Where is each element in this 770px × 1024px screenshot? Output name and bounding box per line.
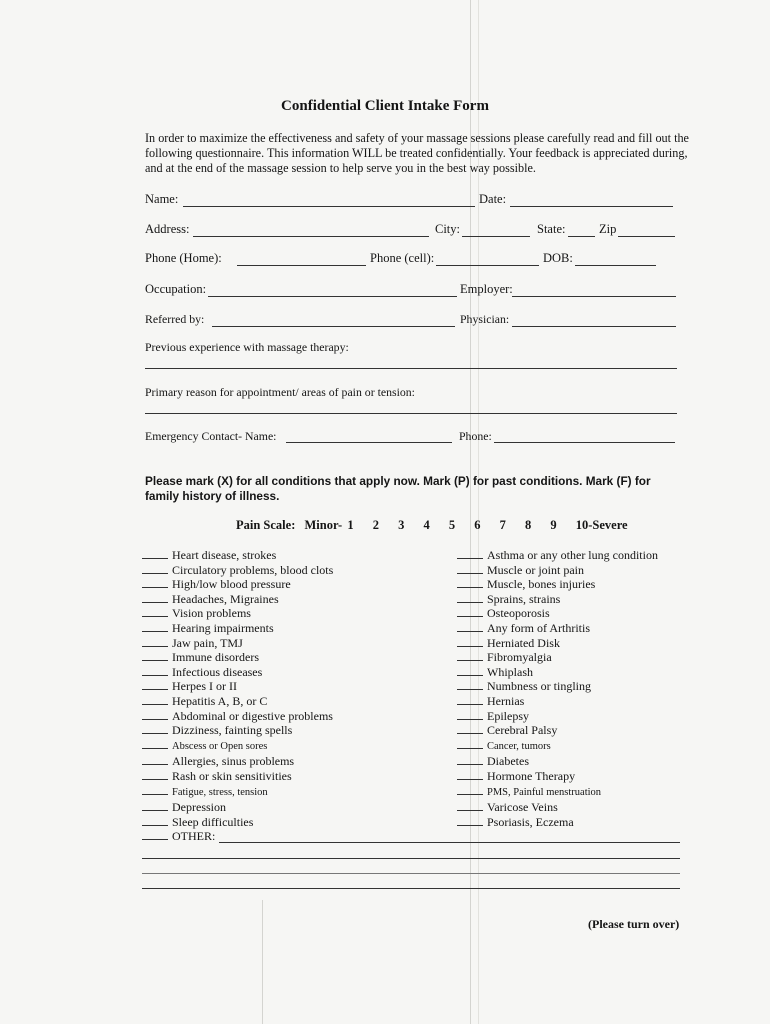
condition-mark-blank[interactable] bbox=[142, 621, 168, 632]
pain-scale-number[interactable]: 6 bbox=[474, 518, 481, 532]
zip-field[interactable] bbox=[618, 236, 675, 237]
condition-label: Dizziness, fainting spells bbox=[172, 723, 293, 738]
condition-mark-blank[interactable] bbox=[142, 636, 168, 647]
emergency-contact-label: Emergency Contact- Name: bbox=[145, 429, 277, 443]
state-label: State: bbox=[537, 222, 566, 236]
condition-label: Depression bbox=[172, 800, 226, 815]
condition-mark-blank[interactable] bbox=[457, 784, 483, 795]
dob-label: DOB: bbox=[543, 251, 573, 265]
condition-label: Muscle or joint pain bbox=[487, 562, 584, 577]
condition-item[interactable] bbox=[457, 815, 658, 830]
condition-label: Sleep difficulties bbox=[172, 814, 254, 829]
condition-item[interactable] bbox=[142, 769, 333, 784]
condition-item[interactable] bbox=[457, 621, 658, 636]
condition-item[interactable] bbox=[457, 548, 658, 563]
condition-label: Osteoporosis bbox=[487, 606, 550, 621]
condition-label: Cerebral Palsy bbox=[487, 723, 558, 738]
other-extra-line[interactable] bbox=[142, 873, 680, 874]
condition-label: Psoriasis, Eczema bbox=[487, 814, 574, 829]
condition-item[interactable] bbox=[457, 738, 658, 755]
city-field[interactable] bbox=[462, 236, 530, 237]
primary-reason-label: Primary reason for appointment/ areas of pain or tension: bbox=[145, 385, 415, 399]
condition-label: Diabetes bbox=[487, 754, 529, 769]
condition-label: Hernias bbox=[487, 693, 525, 708]
employer-label: Employer: bbox=[460, 282, 513, 296]
intro-paragraph: In order to maximize the effectiveness and safety of your massage sessions please carefully read and fill out the following questionnaire. This information WILL be treated confidentially. Your feedback is appreciated during, and at the end of the massage session to help serve you in the best way possible. bbox=[145, 131, 689, 175]
pain-scale bbox=[236, 518, 628, 533]
condition-item[interactable] bbox=[457, 563, 658, 578]
phone-cell-label: Phone (cell): bbox=[370, 251, 435, 265]
condition-mark-blank[interactable] bbox=[457, 738, 483, 749]
condition-item[interactable] bbox=[457, 709, 658, 724]
condition-mark-blank[interactable] bbox=[457, 548, 483, 559]
condition-mark-blank[interactable] bbox=[457, 606, 483, 617]
condition-mark-blank[interactable] bbox=[457, 815, 483, 826]
condition-item[interactable] bbox=[142, 665, 333, 680]
condition-label: Varicose Veins bbox=[487, 800, 558, 815]
condition-item[interactable] bbox=[457, 694, 658, 709]
condition-item[interactable] bbox=[457, 769, 658, 784]
condition-item[interactable] bbox=[142, 548, 333, 563]
condition-label: Heart disease, strokes bbox=[172, 548, 277, 562]
condition-label: Hearing impairments bbox=[172, 620, 274, 635]
emergency-phone-label: Phone: bbox=[459, 429, 492, 443]
phone-home-label: Phone (Home): bbox=[145, 251, 222, 265]
pain-scale-max-label: 10-Severe bbox=[575, 518, 628, 532]
condition-mark-blank[interactable] bbox=[142, 784, 168, 795]
other-label: OTHER: bbox=[172, 829, 216, 844]
pain-scale-number[interactable]: 1 bbox=[347, 518, 354, 532]
condition-mark-blank[interactable] bbox=[142, 679, 168, 690]
condition-mark-blank[interactable] bbox=[457, 723, 483, 734]
condition-mark-blank[interactable] bbox=[142, 723, 168, 734]
condition-label: Abscess or Open sores bbox=[172, 740, 268, 752]
condition-item[interactable] bbox=[457, 636, 658, 651]
condition-label: Epilepsy bbox=[487, 708, 529, 723]
condition-label: Circulatory problems, blood clots bbox=[172, 562, 334, 577]
date-label: Date: bbox=[479, 192, 507, 206]
condition-mark-blank[interactable] bbox=[457, 650, 483, 661]
condition-label: Herpes I or II bbox=[172, 679, 237, 694]
condition-mark-blank[interactable] bbox=[142, 694, 168, 705]
condition-label: Abdominal or digestive problems bbox=[172, 708, 333, 723]
form-title: Confidential Client Intake Form bbox=[281, 98, 489, 114]
condition-mark-blank[interactable] bbox=[142, 592, 168, 603]
condition-item[interactable] bbox=[142, 815, 333, 830]
primary-reason-field[interactable] bbox=[145, 413, 677, 414]
city-label: City: bbox=[435, 222, 461, 236]
phone-home-field[interactable] bbox=[237, 265, 366, 266]
condition-label: Muscle, bones injuries bbox=[487, 577, 596, 592]
zip-label: Zip bbox=[599, 222, 617, 236]
pain-scale-min-label: Minor- bbox=[304, 518, 343, 532]
condition-item[interactable] bbox=[142, 709, 333, 724]
condition-label: Whiplash bbox=[487, 664, 533, 679]
condition-label: Headaches, Migraines bbox=[172, 591, 279, 606]
conditions-instructions: Please mark (X) for all conditions that apply now. Mark (P) for past conditions. Mark (F) for family history of illness. bbox=[145, 474, 651, 503]
condition-label: Herniated Disk bbox=[487, 635, 560, 650]
condition-mark-blank[interactable] bbox=[142, 815, 168, 826]
condition-label: Fatigue, stress, tension bbox=[172, 786, 268, 798]
condition-mark-blank[interactable] bbox=[142, 665, 168, 676]
condition-item[interactable] bbox=[142, 621, 333, 636]
condition-label: Sprains, strains bbox=[487, 591, 561, 606]
condition-mark-blank[interactable] bbox=[142, 709, 168, 720]
condition-mark-blank[interactable] bbox=[457, 694, 483, 705]
condition-label: Vision problems bbox=[172, 606, 251, 621]
condition-mark-blank[interactable] bbox=[142, 606, 168, 617]
condition-item[interactable] bbox=[142, 800, 333, 815]
physician-label: Physician: bbox=[460, 312, 510, 326]
conditions-left-column bbox=[142, 548, 333, 844]
condition-label: High/low blood pressure bbox=[172, 577, 291, 592]
condition-item[interactable] bbox=[457, 577, 658, 592]
condition-mark-blank[interactable] bbox=[142, 577, 168, 588]
previous-experience-field[interactable] bbox=[145, 368, 677, 369]
condition-item[interactable] bbox=[142, 679, 333, 694]
referred-by-field[interactable] bbox=[212, 326, 455, 327]
condition-mark-blank[interactable] bbox=[457, 563, 483, 574]
date-field[interactable] bbox=[510, 206, 673, 207]
occupation-field[interactable] bbox=[208, 296, 457, 297]
condition-label: Immune disorders bbox=[172, 650, 259, 665]
name-label: Name: bbox=[145, 192, 179, 206]
other-extra-line[interactable] bbox=[142, 888, 680, 889]
other-extra-line[interactable] bbox=[142, 858, 680, 859]
scan-fold-line bbox=[262, 900, 263, 1024]
condition-mark-blank[interactable] bbox=[457, 621, 483, 632]
condition-mark-blank[interactable] bbox=[142, 754, 168, 765]
condition-item[interactable] bbox=[457, 723, 658, 738]
referred-by-label: Referred by: bbox=[145, 312, 205, 326]
condition-label: Rash or skin sensitivities bbox=[172, 768, 292, 783]
condition-item[interactable] bbox=[142, 563, 333, 578]
dob-field[interactable] bbox=[575, 265, 656, 266]
condition-item[interactable] bbox=[142, 636, 333, 651]
condition-item[interactable] bbox=[457, 606, 658, 621]
condition-item[interactable] bbox=[142, 723, 333, 738]
other-field[interactable] bbox=[219, 842, 680, 843]
condition-mark-blank[interactable] bbox=[142, 548, 168, 559]
condition-mark-blank[interactable] bbox=[457, 636, 483, 647]
condition-mark-blank[interactable] bbox=[142, 829, 168, 840]
condition-label: Hepatitis A, B, or C bbox=[172, 693, 268, 708]
condition-mark-blank[interactable] bbox=[457, 769, 483, 780]
turn-over-note: (Please turn over) bbox=[588, 917, 680, 931]
condition-item[interactable] bbox=[457, 754, 658, 769]
pain-scale-number[interactable]: 4 bbox=[423, 518, 430, 532]
condition-item[interactable] bbox=[142, 577, 333, 592]
emergency-contact-field[interactable] bbox=[286, 442, 452, 443]
name-field[interactable] bbox=[183, 206, 475, 207]
pain-scale-number[interactable]: 2 bbox=[372, 518, 379, 532]
condition-mark-blank[interactable] bbox=[142, 769, 168, 780]
condition-label: Any form of Arthritis bbox=[487, 620, 590, 635]
condition-mark-blank[interactable] bbox=[457, 800, 483, 811]
condition-label: Hormone Therapy bbox=[487, 768, 576, 783]
pain-scale-number[interactable]: 9 bbox=[550, 518, 557, 532]
condition-item[interactable] bbox=[142, 754, 333, 769]
condition-label: Allergies, sinus problems bbox=[172, 754, 295, 769]
condition-label: PMS, Painful menstruation bbox=[487, 786, 602, 798]
employer-field[interactable] bbox=[512, 296, 676, 297]
address-label: Address: bbox=[145, 222, 190, 236]
condition-mark-blank[interactable] bbox=[142, 738, 168, 749]
condition-mark-blank[interactable] bbox=[457, 679, 483, 690]
state-field[interactable] bbox=[568, 236, 595, 237]
physician-field[interactable] bbox=[512, 326, 676, 327]
condition-label: Fibromyalgia bbox=[487, 650, 552, 665]
condition-item[interactable] bbox=[457, 592, 658, 607]
condition-mark-blank[interactable] bbox=[457, 665, 483, 676]
pain-scale-number[interactable]: 7 bbox=[499, 518, 506, 532]
emergency-phone-field[interactable] bbox=[494, 442, 675, 443]
condition-item[interactable] bbox=[457, 679, 658, 694]
condition-item[interactable] bbox=[142, 694, 333, 709]
condition-item[interactable] bbox=[142, 784, 333, 801]
condition-mark-blank[interactable] bbox=[142, 800, 168, 811]
address-field[interactable] bbox=[193, 236, 429, 237]
condition-item[interactable] bbox=[142, 592, 333, 607]
condition-label: Cancer, tumors bbox=[487, 740, 551, 752]
condition-mark-blank[interactable] bbox=[457, 754, 483, 765]
condition-label: Infectious diseases bbox=[172, 664, 263, 679]
condition-item[interactable] bbox=[457, 800, 658, 815]
pain-scale-label: Pain Scale: bbox=[236, 518, 296, 532]
condition-mark-blank[interactable] bbox=[142, 650, 168, 661]
phone-cell-field[interactable] bbox=[436, 265, 539, 266]
pain-scale-number[interactable]: 5 bbox=[448, 518, 456, 532]
condition-mark-blank[interactable] bbox=[457, 577, 483, 588]
condition-label: Jaw pain, TMJ bbox=[172, 635, 243, 650]
condition-mark-blank[interactable] bbox=[142, 563, 168, 574]
conditions-right-column bbox=[457, 548, 658, 829]
condition-item[interactable] bbox=[457, 665, 658, 680]
pain-scale-number[interactable]: 8 bbox=[524, 518, 532, 532]
condition-item[interactable] bbox=[457, 650, 658, 665]
condition-item[interactable] bbox=[142, 606, 333, 621]
previous-experience-label: Previous experience with massage therapy: bbox=[145, 340, 349, 354]
occupation-label: Occupation: bbox=[145, 282, 207, 296]
condition-item[interactable] bbox=[142, 650, 333, 665]
condition-label: Numbness or tingling bbox=[487, 679, 591, 694]
condition-label: Asthma or any other lung condition bbox=[487, 548, 658, 562]
condition-item[interactable] bbox=[457, 784, 658, 801]
condition-item[interactable] bbox=[142, 738, 333, 755]
pain-scale-number[interactable]: 3 bbox=[398, 518, 405, 532]
condition-mark-blank[interactable] bbox=[457, 709, 483, 720]
condition-mark-blank[interactable] bbox=[457, 592, 483, 603]
